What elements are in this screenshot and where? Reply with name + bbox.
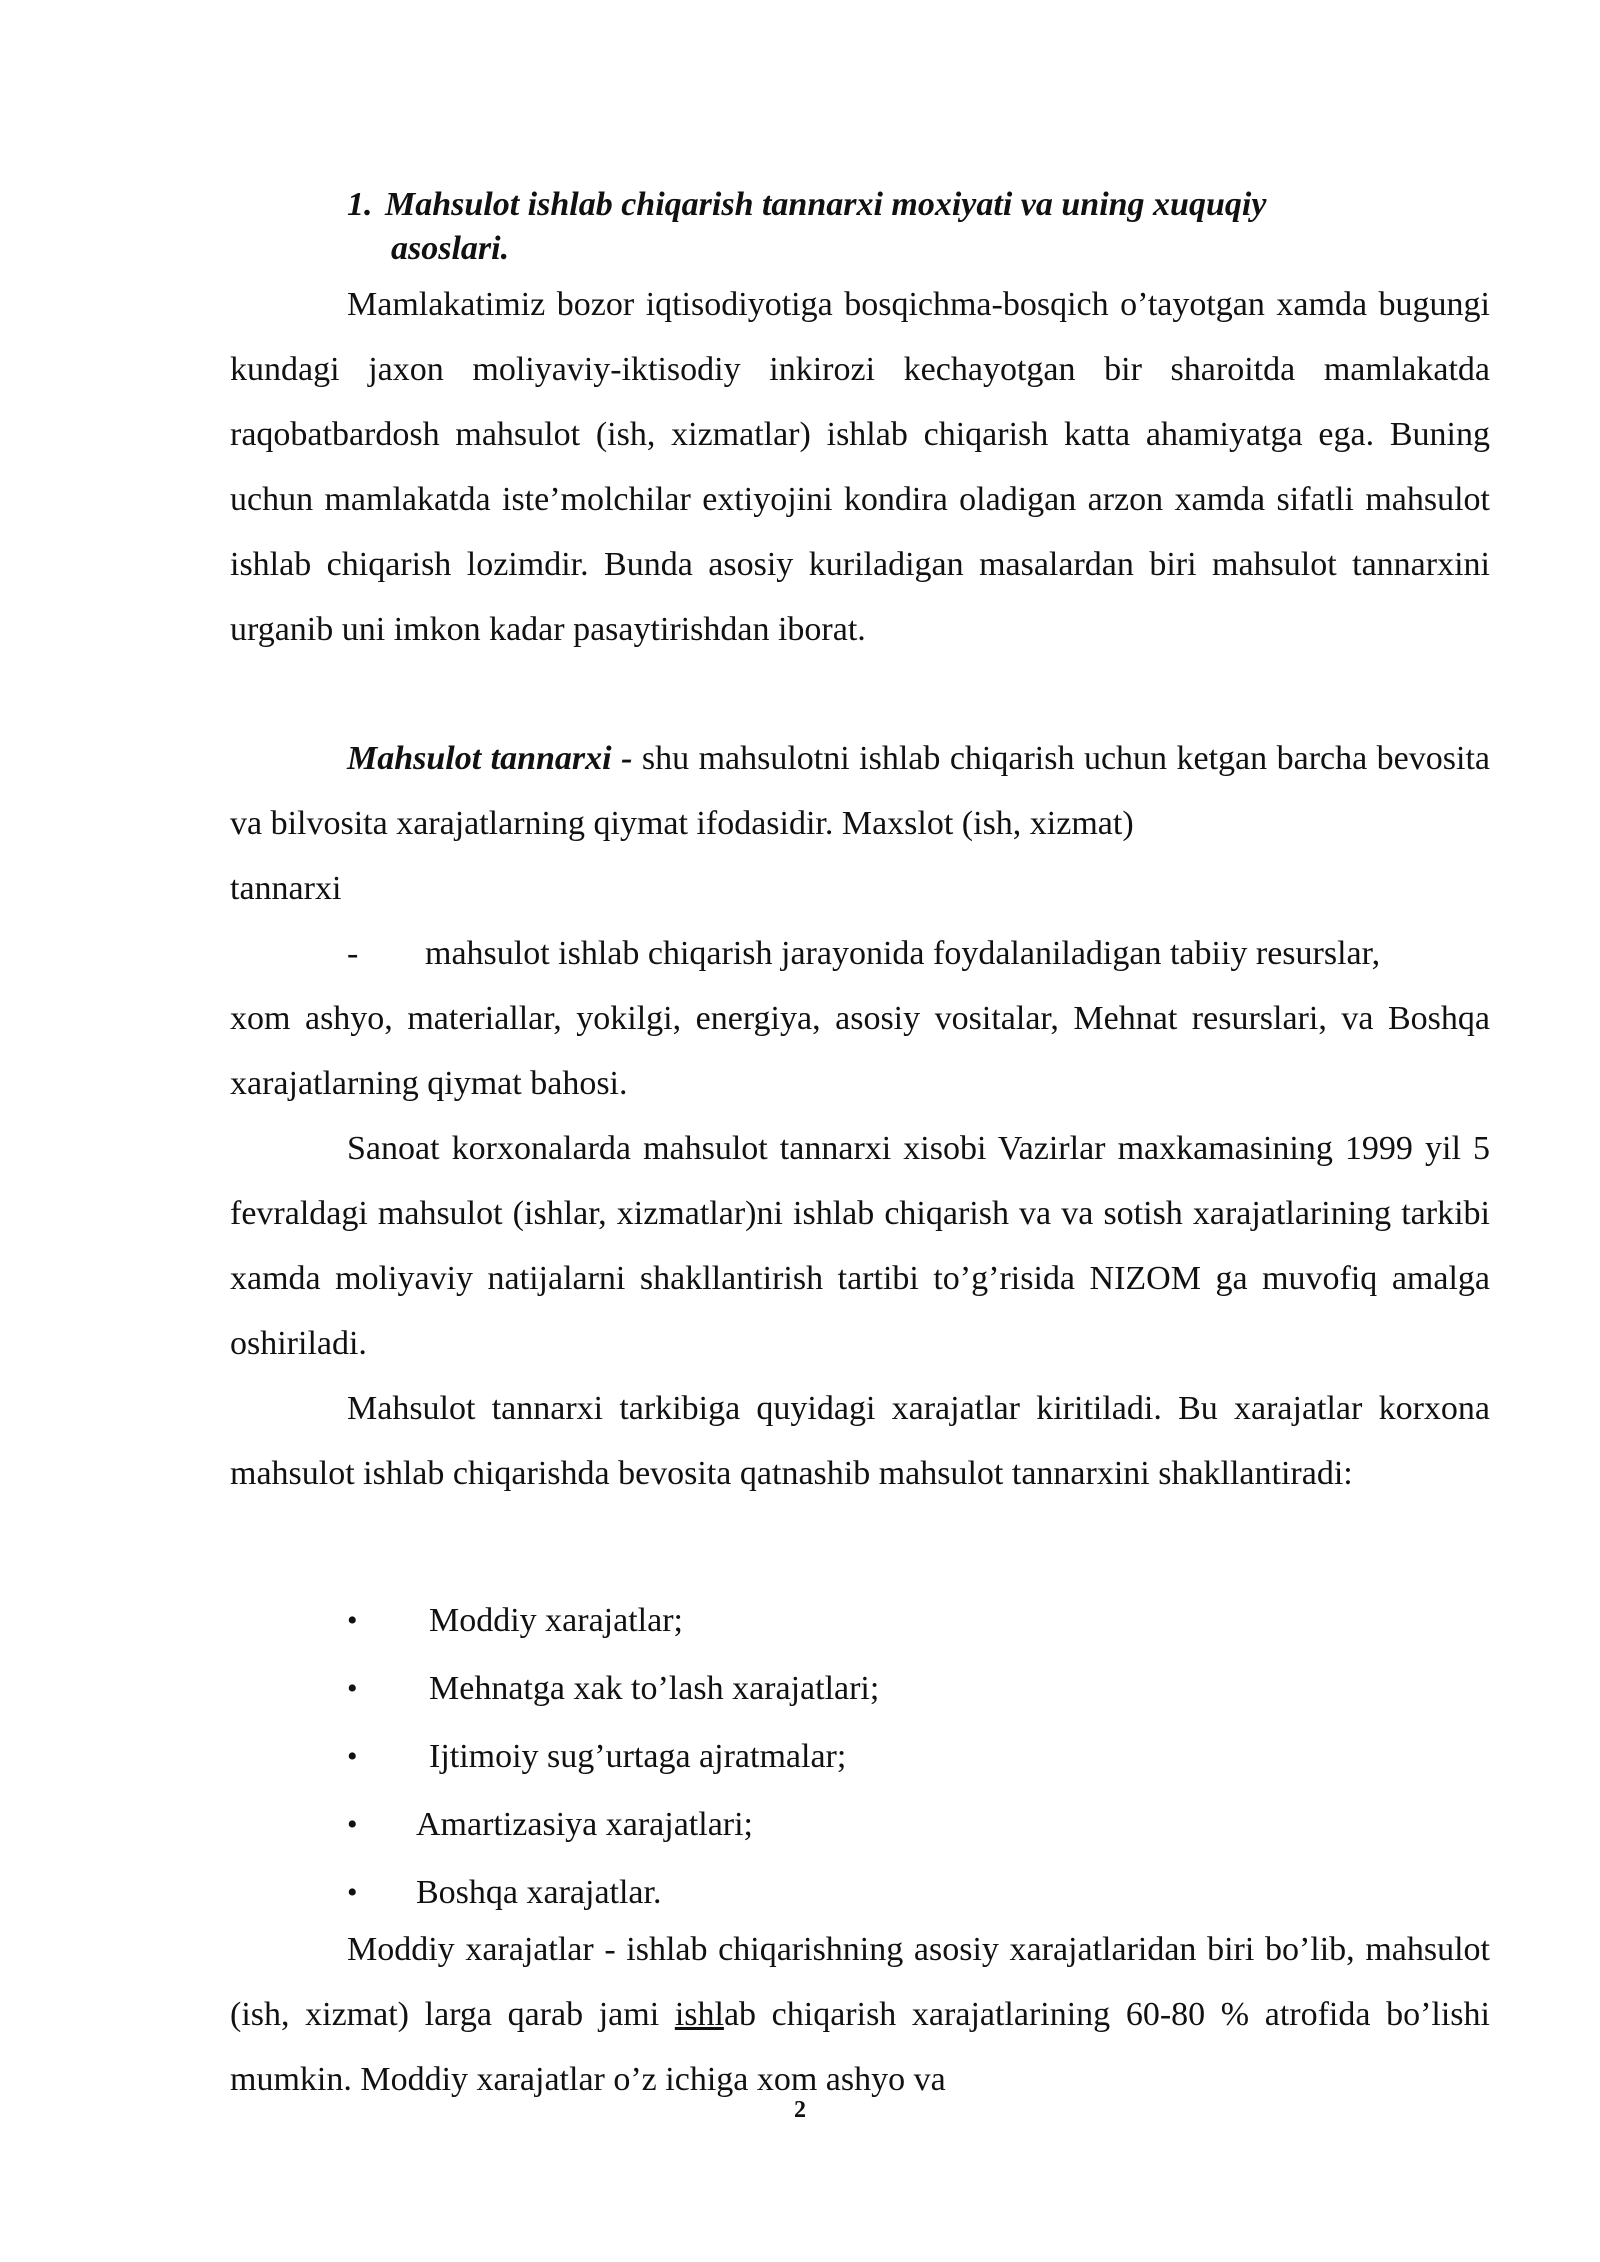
dash-list-item (230, 921, 1490, 1116)
material-costs-text-start: Moddiy xarajatlar - ishlab chiqarishning asosiy xarajatlaridan biri bo’lib, mahsulot (ish, xizmat) larga qarab jami (230, 1931, 1490, 2033)
page-number: 2 (794, 2097, 806, 2123)
definition-continuation: tannarxi (230, 870, 342, 907)
cost-items-list (230, 1587, 1490, 1927)
paragraph-definition (230, 726, 1490, 856)
list-item-label: Moddiy xarajatlar; (429, 1602, 683, 1639)
underlined-word: ishl (674, 1996, 724, 2033)
list-item-label: Amartizasiya xarajatlari; (416, 1806, 753, 1843)
list-item-label: Mehnatga xak to’lash xarajatlari; (429, 1670, 880, 1707)
dash-item-continuation: xom ashyo, materiallar, yokilgi, energiya, asosiy vositalar, Mehnat resurslari, va Boshqa xarajatlarning qiymat bahosi. (230, 1000, 1490, 1102)
bullet-icon: • (347, 1604, 358, 1637)
heading-line-1 (347, 183, 1367, 227)
heading-title-line-1: Mahsulot ishlab chiqarish tannarxi moxiyati va uning xuquqiy (385, 186, 1267, 223)
bullet-icon: • (347, 1876, 358, 1909)
list-item (230, 1655, 1490, 1723)
paragraph-material-costs (230, 1917, 1490, 2112)
definition-term: Mahsulot tannarxi - (347, 740, 633, 777)
list-item (230, 1587, 1490, 1655)
section-heading (347, 183, 1367, 271)
list-item-label: Ijtimoiy sug’urtaga ajratmalar; (429, 1738, 847, 1775)
dash-item-first-line: mahsulot ishlab chiqarish jarayonida foydalaniladigan tabiiy resurslar, (425, 935, 1381, 972)
paragraph-intro: Mamlakatimiz bozor iqtisodiyotiga bosqichma-bosqich o’tayotgan xamda bugungi kundagi jaxon moliyaviy-iktisodiy inkirozi kechayotgan bir sharoitda mamlakatda raqobatbardosh mahsulot (ish, xizmatlar) ishlab chiqarish katta ahamiyatga ega. Buning uchun mamlakatda iste’molchilar extiyojini kondira oladigan arzon xamda sifatli mahsulot ishlab chiqarish lozimdir. Bunda asosiy kuriladigan masalardan biri mahsulot tannarxini urganib uni imkon kadar pasaytirishdan iborat. (230, 286, 1490, 648)
list-item (230, 1791, 1490, 1859)
dash-marker: - (347, 935, 359, 972)
list-item-label: Boshqa xarajatlar. (416, 1874, 662, 1911)
list-item (230, 1723, 1490, 1791)
bullet-icon: • (347, 1672, 358, 1705)
paragraph-cost-structure: Mahsulot tannarxi tarkibiga quyidagi xarajatlar kiritiladi. Bu xarajatlar korxona mahsulot ishlab chiqarishda bevosita qatnashib mahsulot tannarxini shakllantiradi: (230, 1390, 1490, 1492)
heading-title-line-2: asoslari. (391, 230, 510, 267)
paragraph-regulation: Sanoat korxonalarda mahsulot tannarxi xisobi Vazirlar maxkamasining 1999 yil 5 fevraldagi mahsulot (ishlar, xizmatlar)ni ishlab chiqarish va va sotish xarajatlarining tarkibi xamda moliyaviy natijalarni shakllantirish tartibi to’g’risida NIZOM ga muvofiq amalga oshiriladi. (230, 1130, 1490, 1362)
material-costs-text-end: ab chiqarish xarajatlarining 60-80 % atrofida bo’lishi mumkin. Moddiy xarajatlar o’z ichiga xom ashyo va (230, 1996, 1490, 2098)
definition-text: shu mahsulotni ishlab chiqarish uchun ketgan barcha bevosita va bilvosita xarajatlarning qiymat ifodasidir. Maxslot (ish, xizmat) (230, 740, 1490, 842)
heading-number: 1. (347, 186, 373, 223)
bullet-icon: • (347, 1808, 358, 1841)
bullet-icon: • (347, 1740, 358, 1773)
